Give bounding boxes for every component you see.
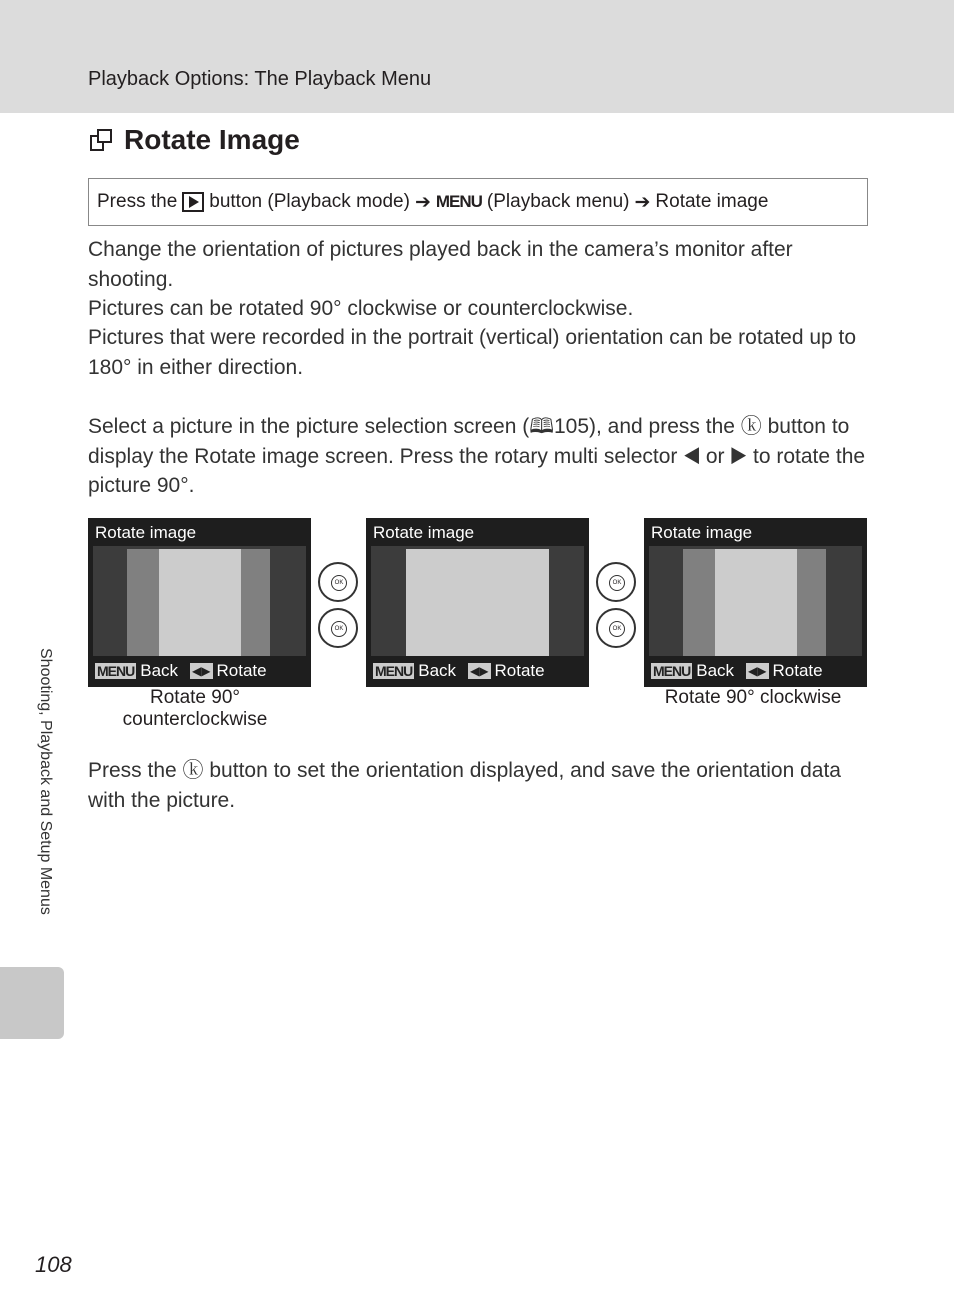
caption-cw: Rotate 90° clockwise [664,687,842,708]
caption-ccw: Rotate 90° counterclockwise [122,687,268,730]
multi-selector-right-icon [596,608,636,648]
menu-button-icon: MENU [435,192,482,211]
menu-path: Press the button (Playback mode) ➔ MENU (Playback menu) ➔ Rotate image [88,178,868,226]
section-title: Playback Options: The Playback Menu [88,68,432,90]
multi-selector-icon [318,562,358,602]
page-title: Rotate Image [88,124,300,156]
left-right-icon: ◀▶ [192,664,211,678]
rotated-photo [715,549,797,656]
left-right-icon: ◀▶ [470,664,489,678]
camera-screen-ccw: Rotate image MENU Back ◀▶ Rotate [88,518,311,687]
photo [406,549,549,656]
chapter-label: Shooting, Playback and Setup Menus [37,648,54,915]
camera-screen-cw: Rotate image MENU Back ◀▶ Rotate [644,518,867,687]
page-header [0,0,954,113]
arrow-icon: ➔ [414,191,431,213]
multi-selector-left-icon [318,608,358,648]
rotated-photo [159,549,241,656]
paragraph: Select a picture in the picture selection screen (🕮105), and press the ⓚ button to display the Rotate image screen. Press the rotary multi selector ◀ or ▶ to rotate the picture 90°. [88,415,866,497]
multi-selector-icon [596,562,636,602]
camera-screen-original: Rotate image MENU Back ◀▶ Rotate [366,518,589,687]
page-number: 108 [35,1252,72,1277]
paragraph: Press the ⓚ button to set the orientation displayed, and save the orientation data with the picture. [88,759,841,812]
paragraph: Change the orientation of pictures played back in the camera’s monitor after shooting. [88,238,793,291]
chapter-tab [0,967,64,1039]
rotate-icon [88,127,114,153]
left-right-icon: ◀▶ [748,664,767,678]
playback-button-icon [182,192,204,212]
paragraph: Pictures that were recorded in the portrait (vertical) orientation can be rotated up to 180° in either direction. [88,326,857,379]
arrow-icon: ➔ [634,191,651,213]
paragraph: Pictures can be rotated 90° clockwise or counterclockwise. [88,297,634,320]
